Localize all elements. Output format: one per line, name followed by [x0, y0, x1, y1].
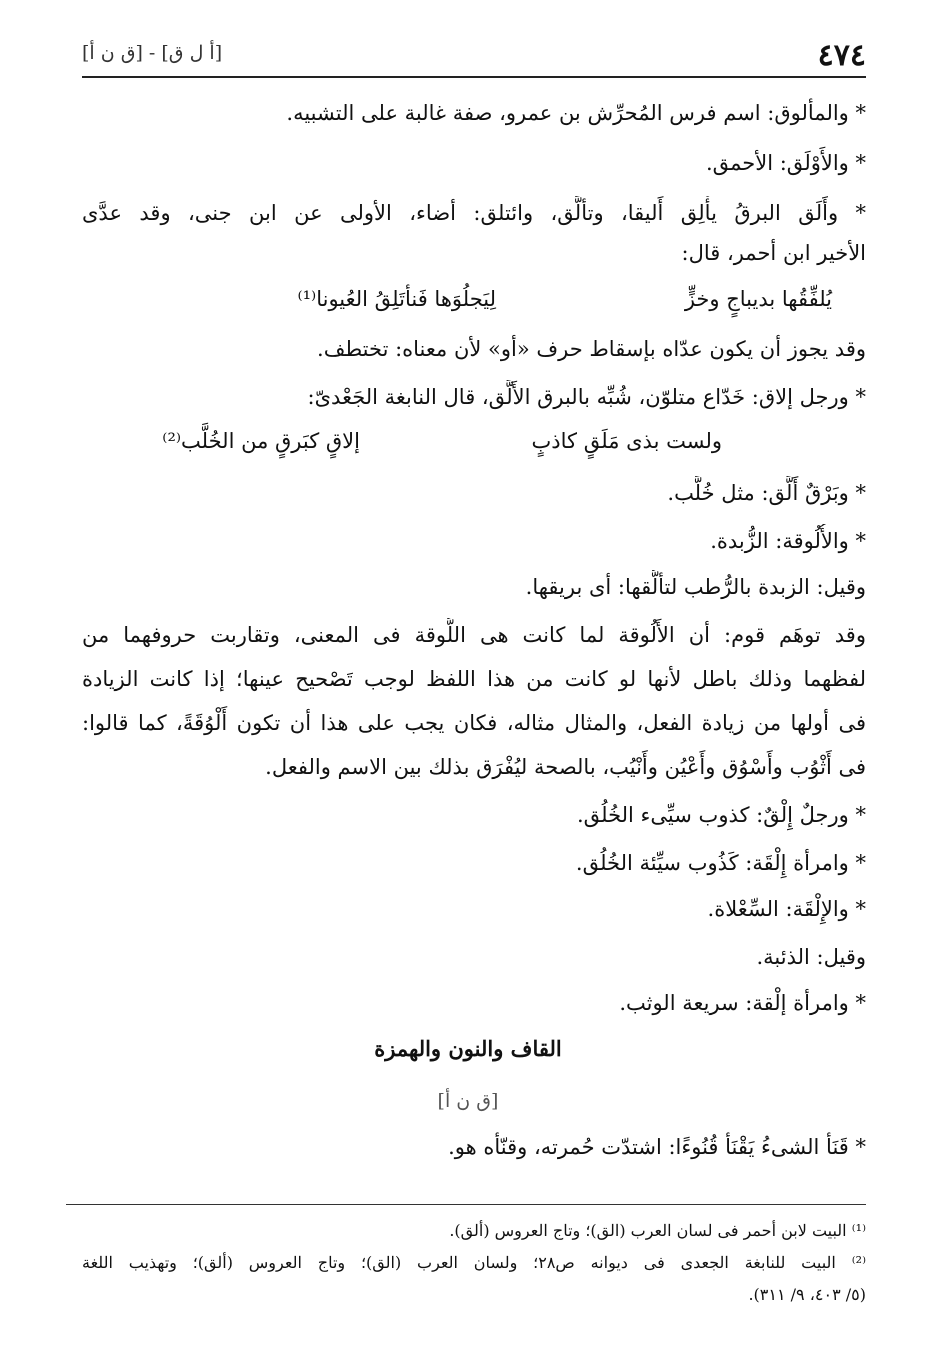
entry-line: وقيل: الزبدة بالرُّطب لتألُّقها: أى بريقها. — [525, 575, 866, 599]
entry-line: * والأَوْلَق: الأحمق. — [705, 151, 866, 175]
entry-line: * والمألوق: اسم فرس المُحرِّش بن عمرو، صفة غالبة على التشبيه. — [286, 101, 866, 125]
entry-line: وقد توهَم قوم: أن الأَلُوقة لما كانت هى اللُّوقة فى المعنى، وتقاربت حروفهما من — [82, 623, 866, 647]
footnote-2-continued: (٥/ ٤٠٣، ٩/ ٣١١). — [748, 1285, 866, 1304]
page-number: ٤٧٤ — [817, 38, 866, 73]
verse-2-hemistich-2: إلاقٍ كبَرقٍ من الخُلَّب⁽²⁾ — [162, 429, 360, 453]
entry-line: * وبَرْقٌ أَلَّق: مثل خُلَّب. — [667, 481, 866, 505]
entry-line: * والأُلُوقة: الزُّبدة. — [710, 529, 866, 553]
root-heading: [ق ن أ] — [437, 1090, 499, 1112]
footnote-1: ⁽¹⁾ البيت لابن أحمر فى لسان العرب (الق)؛ وتاج العروس (ألق). — [449, 1221, 866, 1240]
entry-line: وقد يجوز أن يكون عدّاه بإسقاط حرف «أو» لأن معناه: تختطف. — [317, 337, 866, 361]
entry-line: لفظهما وذلك باطل لأنها لو كانت من هذا اللفظ لوجب تَصْحيح عينها؛ إذا كانت الزيادة — [82, 667, 866, 691]
section-title: القاف والنون والهمزة — [374, 1036, 562, 1061]
entry-line: فى أولها من زيادة الفعل، والمثال مثاله، فكان يجب على هذا أن تكون أَلْوُقَةً، كما قالوا: — [82, 711, 866, 735]
entry-line: * وأَلَق البرقُ يأْلِق أَليقا، وتألَّق، وائتلق: أضاء، الأولى عن ابن جنى، وقد عدَّى — [82, 201, 866, 225]
entry-line: الأخير ابن أحمر، قال: — [681, 241, 866, 265]
entry-line: * وامرأة إِلْقَة: كَذُوب سيِّئة الخُلُق. — [575, 851, 866, 875]
entry-line: * ورجلٌ إِلْقٌ: كذوب سيِّىء الخُلُق. — [576, 803, 866, 827]
entry-line: فى أَثْوُب وأَسْوُق وأَعْيُن وأَنْيُب، بالصحة ليُفْرَق بذلك بين الاسم والفعل. — [265, 755, 866, 779]
verse-2-hemistich-1: ولست بذى مَلَقٍ كاذبٍ — [531, 429, 722, 453]
entry-line: وقيل: الذئبة. — [756, 945, 866, 969]
running-head: [أ ل ق] - [ق ن أ] — [82, 42, 223, 64]
header-rule — [82, 76, 866, 78]
footnote-2: ⁽²⁾ البيت للنابغة الجعدى فى ديوانه ص٢٨؛ ولسان العرب (الق)؛ وتاج العروس (ألق)؛ وتهذيب اللغة — [82, 1253, 866, 1272]
page-header — [82, 38, 866, 78]
entry-line: * والإِلْقَة: السِّعْلاة. — [707, 897, 866, 921]
verse-1-hemistich-1: يُلفِّقُها بديباجٍ وخزٍّ — [684, 287, 832, 311]
verse-1-hemistich-2: لِيَجلُوَها فَنأتَلِقُ العُيونا⁽¹⁾ — [297, 287, 496, 311]
entry-line: * قَنَأ الشىءُ يَقْنَأ قُنُوءًا: اشتدّت حُمرته، وقنّأه هو. — [448, 1135, 866, 1159]
entry-line: * ورجل إلاق: خَدّاع متلوّن، شُبِّه بالبرق الأَلَّق، قال النابغة الجَعْدىّ: — [307, 385, 866, 409]
footnote-rule — [66, 1204, 866, 1205]
entry-line: * وامرأة إلْقة: سريعة الوثب. — [619, 991, 866, 1015]
